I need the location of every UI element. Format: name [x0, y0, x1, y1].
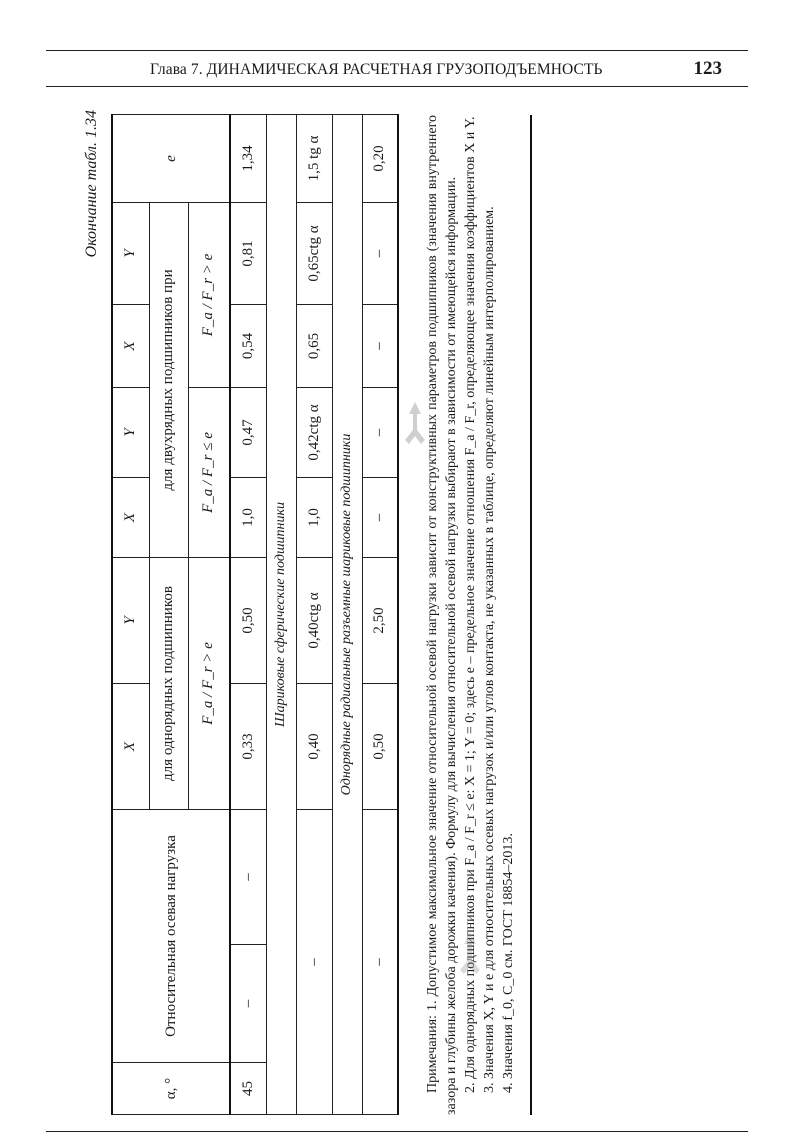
cell-x3: 0,54: [230, 304, 266, 387]
header-x2: X: [112, 477, 149, 557]
top-rule: [46, 50, 748, 51]
cell-load-b: –: [230, 809, 266, 944]
header-relative-axial-load: Относительная осевая нагрузка: [112, 809, 230, 1062]
cell-y2: 0,47: [230, 387, 266, 477]
header-y3: Y: [112, 202, 149, 304]
note-3: 3. Значения X, Y и e для относительных осевых нагрузок и/или углов контакта, не указанных в таблице, определяют линейным интерполированием.: [482, 206, 497, 1093]
cell-e-separable: 0,20: [362, 114, 398, 202]
cell-y3-separable: –: [362, 202, 398, 304]
bearing-load-factor-table: [111, 114, 399, 1115]
section-title-spherical: Шариковые сферические подшипники: [266, 114, 296, 1114]
cell-x2-separable: –: [362, 477, 398, 557]
cell-x2: 1,0: [230, 477, 266, 557]
cell-y1-separable: 2,50: [362, 557, 398, 683]
header-cond-double-gt: F_a / F_r > e: [188, 202, 230, 387]
cell-y3: 0,81: [230, 202, 266, 304]
cell-y2-spherical: 0,42ctg α: [296, 387, 332, 477]
cell-load-spherical: –: [296, 809, 332, 1114]
header-cond-double-le: F_a / F_r ≤ e: [188, 387, 230, 557]
cell-x1: 0,33: [230, 683, 266, 809]
cell-x3-separable: –: [362, 304, 398, 387]
header-cond-single: F_a / F_r > e: [188, 557, 230, 809]
header-x1: X: [112, 683, 149, 809]
notes-end-rule: [530, 115, 532, 1115]
cell-x1-spherical: 0,40: [296, 683, 332, 809]
note-1: Примечания: 1. Допустимое максимальное значение относительной осевой нагрузки зависит от конструктивных параметров подшипников (значения внутреннего зазора и глубины желоба дорожки качения). Формулу для вычисления относительной осевой нагрузки выбирают в зависимости от имеющейся информации.: [425, 115, 459, 1115]
section-title-separable: Однорядные радиальные разъемные шариковые подшипники: [332, 114, 362, 1114]
table-caption: Окончание табл. 1.34: [83, 110, 100, 258]
cell-e: 1,34: [230, 114, 266, 202]
page-number: 123: [693, 58, 722, 79]
cell-load-a: –: [230, 945, 266, 1063]
header-alpha: α, °: [112, 1063, 230, 1115]
header-x3: X: [112, 304, 149, 387]
running-head: Глава 7. ДИНАМИЧЕСКАЯ РАСЧЕТНАЯ ГРУЗОПОДЪЕМНОСТЬ: [150, 61, 603, 78]
header-e: e: [112, 114, 230, 202]
publisher-mark-icon-2: [450, 930, 490, 990]
header-double-row: для двухрядных подшипников при: [149, 202, 188, 557]
header-y2: Y: [112, 387, 149, 477]
header-single-row: для однорядных подшипников: [149, 557, 188, 809]
header-rule: [46, 86, 748, 87]
cell-x2-spherical: 1,0: [296, 477, 332, 557]
cell-y3-spherical: 0,65ctg α: [296, 202, 332, 304]
header-y1: Y: [112, 557, 149, 683]
cell-load-separable: –: [362, 809, 398, 1114]
cell-y2-separable: –: [362, 387, 398, 477]
cell-e-spherical: 1,5 tg α: [296, 114, 332, 202]
note-4: 4. Значения f_0, C_0 см. ГОСТ 18854–2013.: [501, 833, 516, 1093]
cell-y1: 0,50: [230, 557, 266, 683]
cell-x3-spherical: 0,65: [296, 304, 332, 387]
cell-y1-spherical: 0,40ctg α: [296, 557, 332, 683]
publisher-mark-icon: [395, 400, 435, 460]
cell-x1-separable: 0,50: [362, 683, 398, 809]
bottom-rule: [46, 1131, 748, 1132]
cell-alpha: 45: [230, 1063, 266, 1115]
rotated-table-block: [83, 110, 693, 1115]
note-2: 2. Для однорядных подшипников при F_a / F_r ≤ e: X = 1; Y = 0; здесь e – предельное значение отношения F_a / F_r, определяющее значения коэффициентов X и Y.: [463, 116, 478, 1093]
